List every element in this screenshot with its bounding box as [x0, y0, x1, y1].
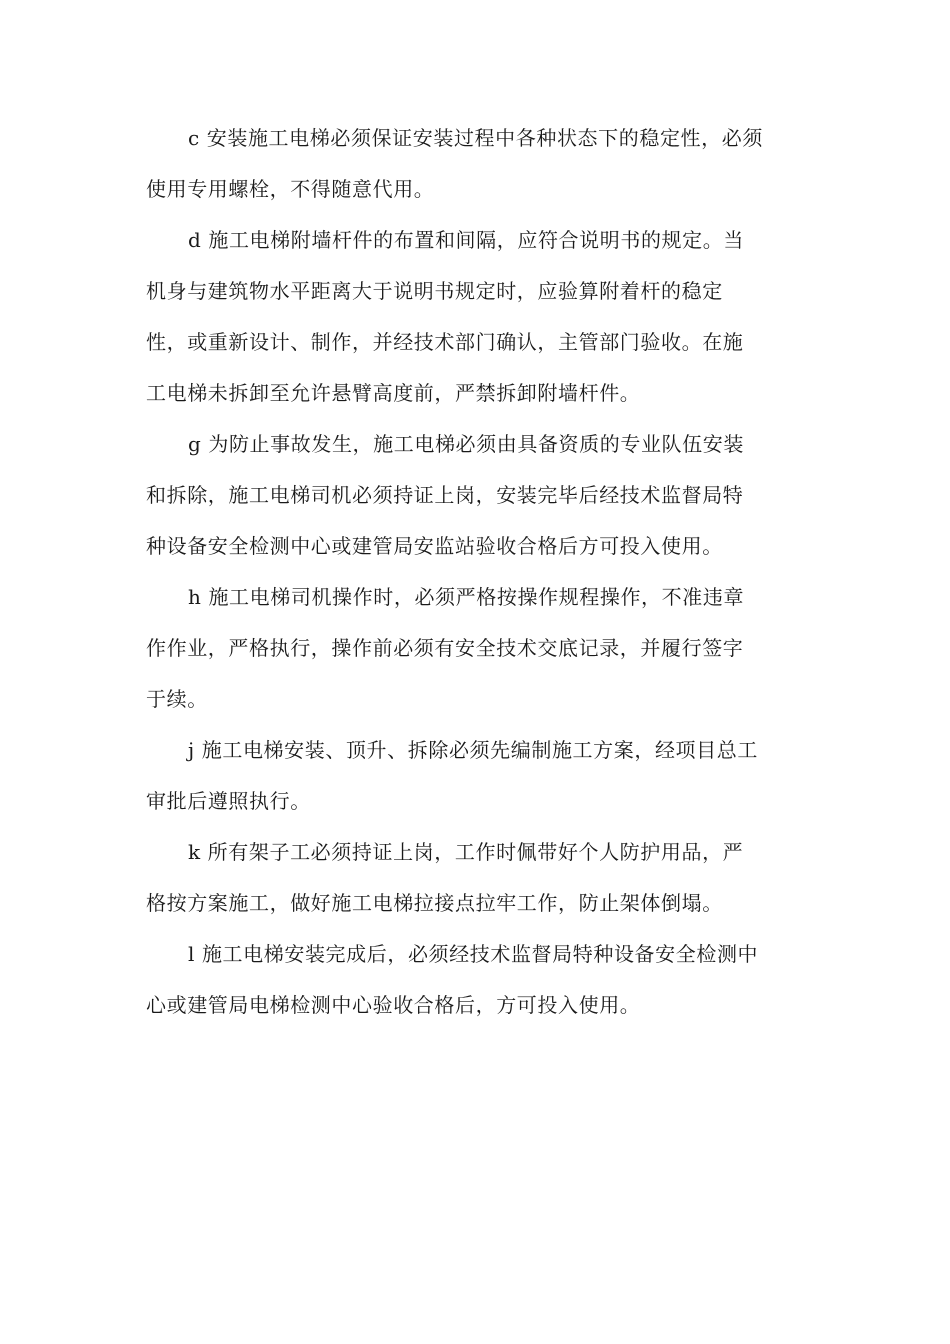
paragraph-h: [146, 572, 811, 725]
paragraph-j: [146, 725, 811, 827]
paragraph-d: [146, 215, 811, 419]
paragraph-line: 种设备安全检测中心或建管局安监站验收合格后方可投入使用。: [146, 534, 723, 558]
paragraph-line: 工电梯未拆卸至允许悬臂高度前，严禁拆卸附墙杆件。: [146, 381, 641, 405]
paragraph-line: 使用专用螺栓，不得随意代用。: [146, 177, 435, 201]
paragraph-line: l 施工电梯安装完成后，必须经技术监督局特种设备安全检测中: [188, 942, 759, 966]
paragraph-l: [146, 929, 811, 1031]
paragraph-line: c 安装施工电梯必须保证安装过程中各种状态下的稳定性，必须: [188, 126, 763, 150]
paragraph-line: 审批后遵照执行。: [146, 789, 311, 813]
paragraph-line: 和拆除，施工电梯司机必须持证上岗，安装完毕后经技术监督局特: [146, 483, 744, 507]
paragraph-line: 性，或重新设计、制作，并经技术部门确认，主管部门验收。在施: [146, 330, 744, 354]
paragraph-c: [146, 113, 811, 215]
paragraph-g: [146, 419, 811, 572]
document-body: [146, 113, 811, 1031]
paragraph-line: d 施工电梯附墙杆件的布置和间隔，应符合说明书的规定。当: [188, 228, 744, 252]
paragraph-line: j 施工电梯安装、顶升、拆除必须先编制施工方案，经项目总工: [188, 738, 758, 762]
paragraph-line: 于续。: [146, 687, 208, 711]
paragraph-line: h 施工电梯司机操作时，必须严格按操作规程操作，不准违章: [188, 585, 745, 609]
paragraph-line: k 所有架子工必须持证上岗，工作时佩带好个人防护用品，严: [188, 840, 744, 864]
paragraph-line: 格按方案施工，做好施工电梯拉接点拉牢工作，防止架体倒塌。: [146, 891, 723, 915]
paragraph-k: [146, 827, 811, 929]
paragraph-line: 心或建管局电梯检测中心验收合格后，方可投入使用。: [146, 993, 641, 1017]
paragraph-line: 作作业，严格执行，操作前必须有安全技术交底记录，并履行签字: [146, 636, 744, 660]
paragraph-line: g 为防止事故发生，施工电梯必须由具备资质的专业队伍安装: [188, 432, 744, 456]
paragraph-line: 机身与建筑物水平距离大于说明书规定时，应验算附着杆的稳定: [146, 279, 723, 303]
